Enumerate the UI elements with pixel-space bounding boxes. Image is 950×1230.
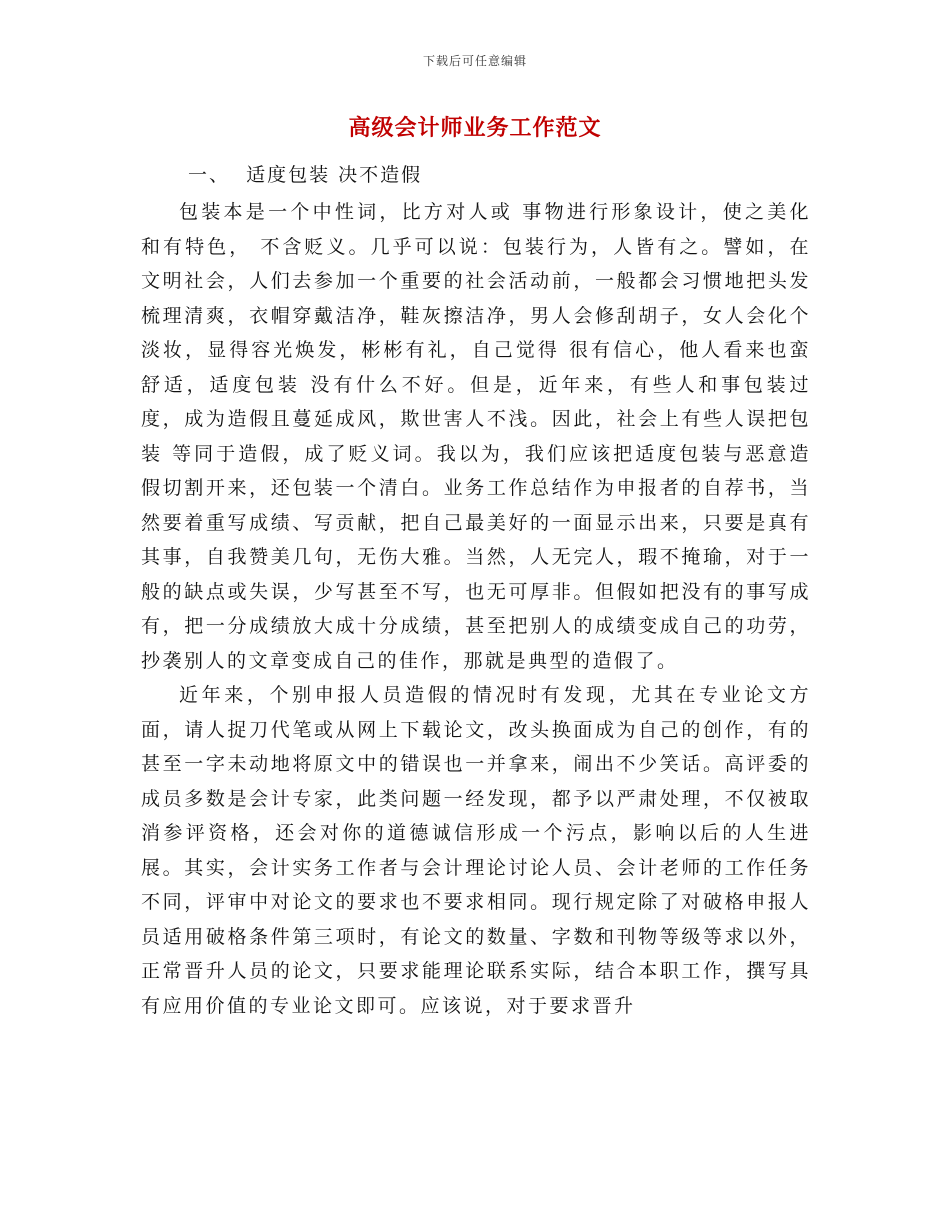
document-title: 高级会计师业务工作范文 <box>348 116 602 141</box>
paragraph-2: 近年来，个别申报人员造假的情况时有发现，尤其在专业论文方面，请人捉刀代笔或从网上下载论文，改头换面成为自己的创作，有的甚至一字未动地将原文中的错误也一并拿来，闹出不少笑话。高评委的成员多数是会计专家，此类问题一经发现，都予以严肃处理，不仅被取消参评资格，还会对你的道德诚信形成一个污点，影响以后的人生进展。其实，会计实务工作者与会计理论讨论人员、会计老师的工作任务不同，评审中对论文的要求也不要求相同。现行规定除了对破格申报人员适用破格条件第三项时，有论文的数量、字数和刊物等级等求以外，正常晋升人员的论文，只要求能理论联系实际，结合本职工作，撰写具有应用价值的专业论文即可。应该说，对于要求晋升 <box>141 684 811 1017</box>
document-body <box>141 195 811 1023</box>
paragraph-1: 包装本是一个中性词，比方对人或 事物进行形象设计，使之美化和有特色， 不含贬义。几乎可以说：包装行为，人皆有之。譬如，在文明社会，人们去参加一个重要的社会活动前，一般都会习惯地把头发梳理清爽，衣帽穿戴洁净，鞋灰擦洁净，男人会修刮胡子，女人会化个淡妆，显得容光焕发，彬彬有礼，自己觉得 很有信心，他人看来也蛮舒适，适度包装 没有什么不好。但是，近年来，有些人和事包装过度，成为造假且蔓延成风，欺世害人不浅。因此，社会上有些人误把包装 等同于造假，成了贬义词。我以为，我们应该把适度包装与恶意造假切割开来，还包装一个清白。业务工作总结作为申报者的自荐书，当然要着重写成绩、写贡献，把自己最美好的一面显示出来，只要是真有其事，自我赞美几句，无伤大雅。当然，人无完人，瑕不掩瑜，对于一般的缺点或失误，少写甚至不写，也无可厚非。但假如把没有的事写成有，把一分成绩放大成十分成绩，甚至把别人的成绩变成自己的功劳，抄袭别人的文章变成自己的佳作，那就是典型的造假了。 <box>141 201 811 672</box>
page-header: 下载后可任意编辑 <box>422 54 527 68</box>
section-heading: 一、 适度包装 决不造假 <box>188 164 423 186</box>
